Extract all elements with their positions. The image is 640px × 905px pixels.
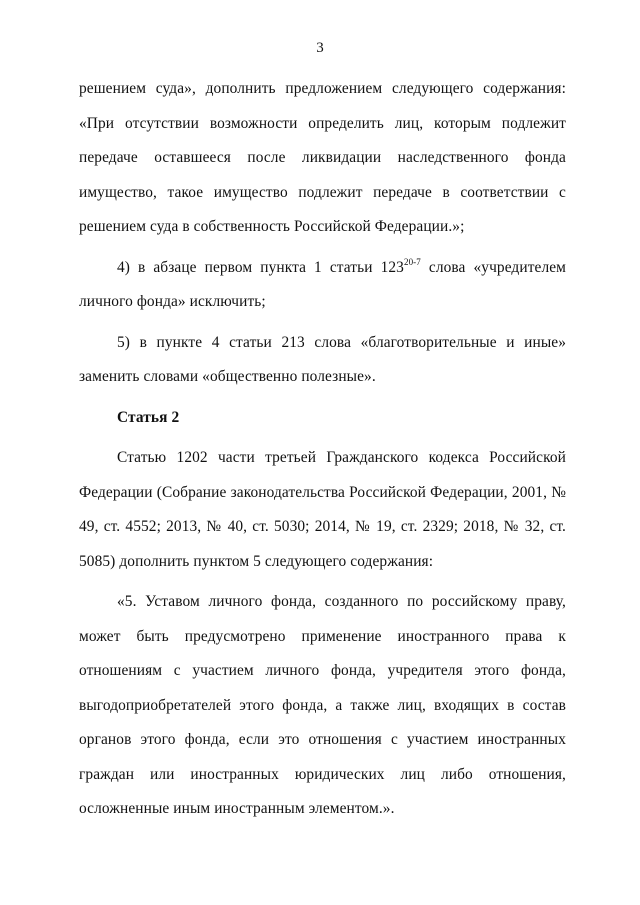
paragraph-item-4-text: 4) в абзаце первом пункта 1 статьи 123 [117, 258, 404, 276]
paragraph-article-2-intro: Статью 1202 части третьей Гражданского кодекса Российской Федерации (Собрание законодательства Российской Федерации, 2001, № 49, ст. 4552; 2013, № 40, ст. 5030; 2014, № 19, ст. 2329; 2018, № 32, ст. 5085) дополнить пунктом 5 следующего содержания: [79, 449, 566, 570]
paragraph-continuation: решением суда», дополнить предложением следующего содержания: «При отсутствии возможности определить лиц, которым подлежит передаче оставшееся после ликвидации наследственного фонда имущество, такое имущество подлежит передаче в соответствии с решением суда в собственность Российской Федерации.»; [79, 80, 566, 235]
page-number: 3 [316, 40, 324, 56]
paragraph-item-4 [79, 251, 566, 320]
article-superscript: 20-7 [403, 256, 421, 267]
paragraph-item-4-tail: слова «учредителем личного фонда» исключить; [79, 258, 567, 310]
paragraph-quoted-item-5: «5. Уставом личного фонда, созданного по российскому праву, может быть предусмотрено применение иностранного права к отношениям с участием личного фонда, учредителя этого фонда, выгодоприобретателей этого фонда, а также лиц, входящих в состав органов этого фонда, если это отношения с участием иностранных граждан или иностранных юридических лиц либо отношения, осложненные иным иностранным элементом.». [79, 593, 566, 817]
article-heading: Статья 2 [117, 408, 180, 426]
document-body [79, 72, 566, 827]
paragraph-item-5: 5) в пункте 4 статьи 213 слова «благотворительные и иные» заменить словами «общественно полезные». [79, 333, 566, 385]
